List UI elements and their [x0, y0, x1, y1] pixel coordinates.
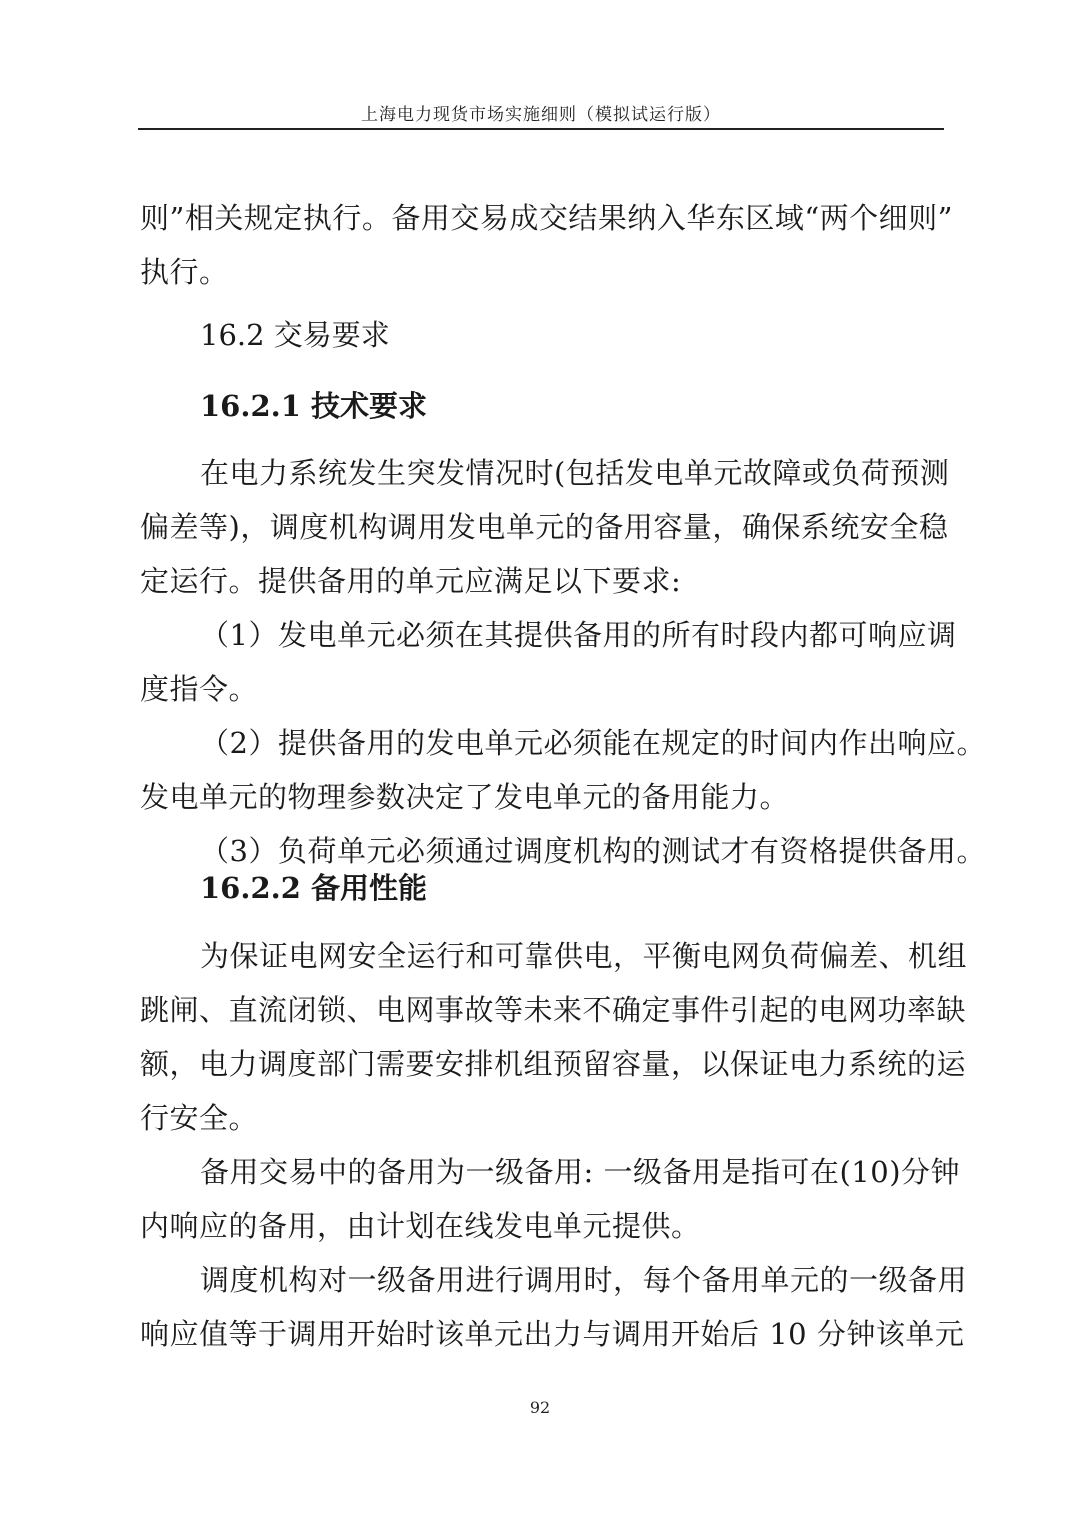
paragraph-line: 内响应的备用，由计划在线发电单元提供。: [140, 1209, 701, 1243]
paragraph-line: 执行。: [140, 255, 229, 289]
paragraph-line: 行安全。: [140, 1101, 259, 1135]
section-heading-16-2-1: 16.2.1 技术要求: [200, 389, 428, 423]
paragraph-line: 跳闸、直流闭锁、电网事故等未来不确定事件引起的电网功率缺: [140, 993, 967, 1027]
paragraph-line: 偏差等)，调度机构调用发电单元的备用容量，确保系统安全稳: [140, 510, 949, 544]
paragraph-line: 备用交易中的备用为一级备用: 一级备用是指可在(10)分钟: [200, 1155, 961, 1189]
running-header: 上海电力现货市场实施细则（模拟试运行版）: [361, 105, 721, 125]
header-rule: [138, 128, 944, 130]
section-heading-16-2: 16.2 交易要求: [200, 318, 390, 352]
paragraph-line: 额，电力调度部门需要安排机组预留容量，以保证电力系统的运: [140, 1047, 967, 1081]
paragraph-line: 度指令。: [140, 672, 259, 706]
paragraph-line: 在电力系统发生突发情况时(包括发电单元故障或负荷预测: [200, 456, 950, 490]
list-item-3: （3）负荷单元必须通过调度机构的测试才有资格提供备用。: [200, 834, 986, 868]
list-item-2: （2）提供备用的发电单元必须能在规定的时间内作出响应。: [200, 726, 986, 760]
page-number: 92: [529, 1398, 551, 1417]
paragraph-line: 调度机构对一级备用进行调用时，每个备用单元的一级备用: [200, 1263, 968, 1297]
paragraph-line: 响应值等于调用开始时该单元出力与调用开始后 10 分钟该单元: [140, 1317, 965, 1351]
list-item-1: （1）发电单元必须在其提供备用的所有时段内都可响应调: [200, 618, 957, 652]
paragraph-line: 则”相关规定执行。备用交易成交结果纳入华东区域“两个细则”: [140, 201, 953, 235]
paragraph-line: 定运行。提供备用的单元应满足以下要求:: [140, 564, 682, 598]
paragraph-line: 为保证电网安全运行和可靠供电，平衡电网负荷偏差、机组: [200, 939, 968, 973]
section-heading-16-2-2: 16.2.2 备用性能: [200, 871, 428, 905]
paragraph-line: 发电单元的物理参数决定了发电单元的备用能力。: [140, 780, 790, 814]
